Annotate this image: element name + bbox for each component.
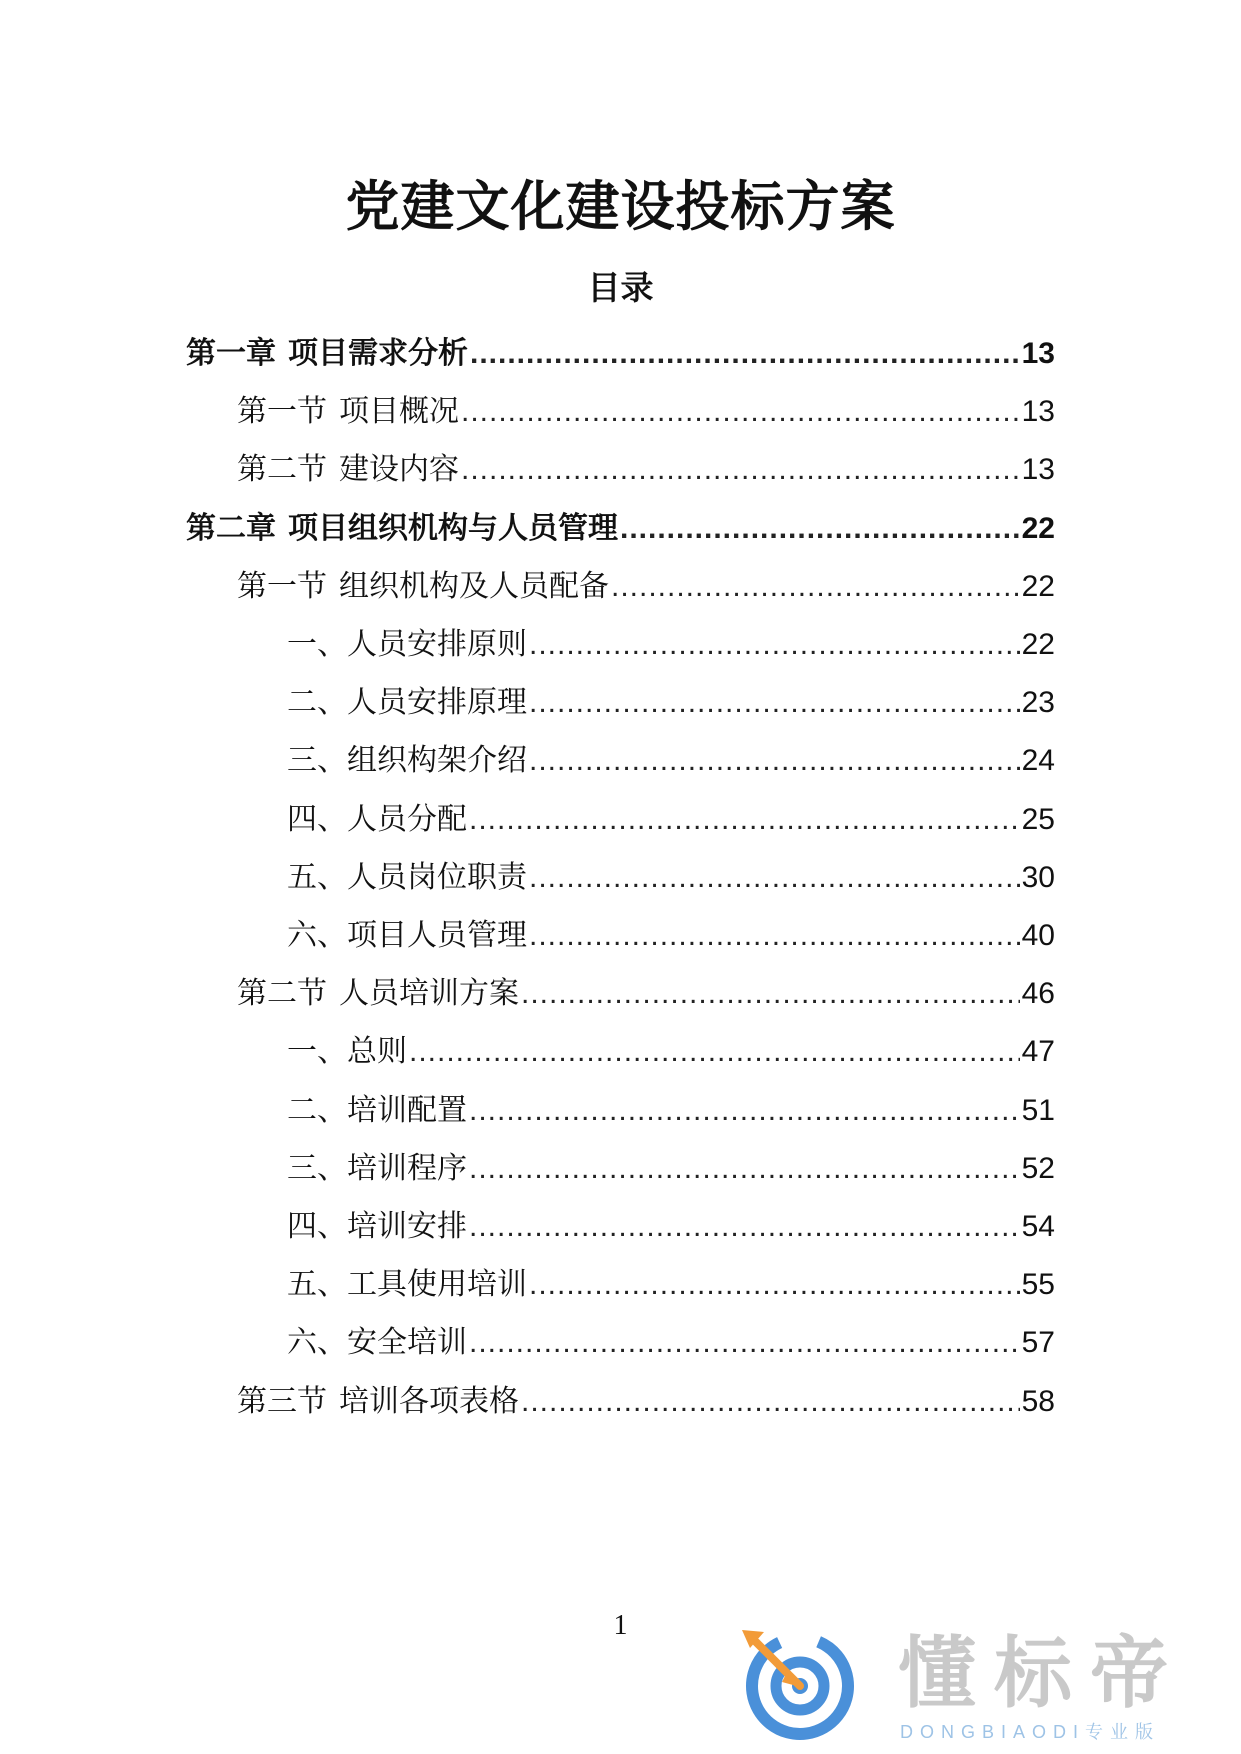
toc-entry-number: 一、 [287, 627, 347, 662]
toc-entry[interactable] [186, 509, 1055, 549]
toc-entry-label [287, 916, 527, 956]
toc-leader-dots [620, 509, 1020, 549]
toc-entry[interactable] [287, 1149, 1055, 1189]
toc-entry-text: 培训各项表格 [339, 1384, 519, 1419]
toc-leader-dots [469, 1091, 1020, 1131]
toc-entry-label [287, 625, 527, 665]
toc-page-number: 23 [1021, 686, 1055, 719]
toc-page-number: 58 [1021, 1385, 1055, 1418]
toc-entry-text: 人员安排原则 [347, 627, 527, 662]
toc-page-number: 51 [1021, 1094, 1055, 1127]
toc-leader-dots [529, 916, 1020, 956]
toc-entry-number: 二、 [287, 685, 347, 720]
toc-entry[interactable] [287, 683, 1055, 723]
toc-entry-number: 第二节 [237, 452, 327, 487]
toc-page-number: 22 [1021, 512, 1055, 545]
toc-entry-number: 五、 [287, 1267, 347, 1302]
toc-entry[interactable] [237, 450, 1055, 490]
toc-leader-dots [529, 625, 1020, 665]
toc-page-number: 13 [1021, 337, 1055, 370]
toc-entry-text: 项目需求分析 [288, 336, 468, 371]
document-title: 党建文化建设投标方案 [345, 175, 896, 238]
toc-entry-number: 三、 [287, 743, 347, 778]
toc-entry[interactable] [287, 1207, 1055, 1247]
toc-entry[interactable] [287, 1032, 1055, 1072]
page-number: 1 [613, 1610, 628, 1641]
toc-entry-label [237, 974, 519, 1014]
toc-page-number: 40 [1021, 919, 1055, 952]
toc-entry-text: 人员培训方案 [339, 976, 519, 1011]
toc-entry-number: 六、 [287, 1325, 347, 1360]
toc-entry-label [287, 741, 527, 781]
toc-page-number: 13 [1021, 395, 1055, 428]
toc-entry-label [237, 567, 609, 607]
toc-entry-label [237, 1382, 519, 1422]
toc-page-number: 46 [1021, 977, 1055, 1010]
toc-entry-text: 项目组织机构与人员管理 [288, 511, 618, 546]
toc-leader-dots [409, 1032, 1020, 1072]
target-arrow-icon [738, 1622, 868, 1742]
toc-entry-label [287, 858, 527, 898]
toc-entry-number: 三、 [287, 1151, 347, 1186]
toc-entry[interactable] [287, 625, 1055, 665]
toc-entry-text: 组织机构及人员配备 [339, 569, 609, 604]
toc-page-number: 24 [1021, 744, 1055, 777]
toc-entry-text: 项目人员管理 [347, 918, 527, 953]
toc-entry-text: 组织构架介绍 [347, 743, 527, 778]
toc-entry-text: 培训程序 [347, 1151, 467, 1186]
toc-entry-label [287, 1207, 467, 1247]
toc-entry-label [287, 1032, 407, 1072]
toc-entry-number: 第二章 [186, 511, 276, 546]
toc-entry[interactable] [287, 858, 1055, 898]
toc-entry-number: 四、 [287, 802, 347, 837]
toc-entry-label [237, 392, 459, 432]
toc-entry-label [186, 509, 618, 549]
toc-entry[interactable] [237, 567, 1055, 607]
toc-leader-dots [461, 450, 1020, 490]
toc-entry-text: 项目概况 [339, 394, 459, 429]
toc-entry-number: 一、 [287, 1034, 347, 1069]
toc-leader-dots [469, 800, 1020, 840]
toc-entry-label [237, 450, 459, 490]
toc-entry-number: 五、 [287, 860, 347, 895]
toc-leader-dots [521, 1382, 1020, 1422]
toc-leader-dots [529, 1265, 1020, 1305]
toc-entry-text: 安全培训 [347, 1325, 467, 1360]
toc-leader-dots [469, 1149, 1020, 1189]
toc-entry-number: 二、 [287, 1093, 347, 1128]
toc-leader-dots [470, 334, 1020, 374]
toc-entry-number: 六、 [287, 918, 347, 953]
toc-entry-number: 第一章 [186, 336, 276, 371]
toc-entry-text: 工具使用培训 [347, 1267, 527, 1302]
toc-leader-dots [469, 1207, 1020, 1247]
toc-entry-text: 总则 [347, 1034, 407, 1069]
watermark [738, 1622, 1218, 1742]
toc-entry-number: 第一节 [237, 569, 327, 604]
toc-entry-number: 第二节 [237, 976, 327, 1011]
toc-entry-number: 第一节 [237, 394, 327, 429]
toc-entry-text: 人员分配 [347, 802, 467, 837]
toc-entry[interactable] [287, 1265, 1055, 1305]
toc-entry-label [287, 1149, 467, 1189]
watermark-subtitle: DONGBIAODI专业版 [900, 1722, 1161, 1742]
toc-entry-text: 人员安排原理 [347, 685, 527, 720]
toc-page-number: 25 [1021, 803, 1055, 836]
toc-entry-text: 培训配置 [347, 1093, 467, 1128]
toc-entry[interactable] [287, 916, 1055, 956]
toc-entry-text: 培训安排 [347, 1209, 467, 1244]
toc-page-number: 22 [1021, 628, 1055, 661]
toc-entry[interactable] [237, 392, 1055, 432]
toc-entry[interactable] [237, 974, 1055, 1014]
toc-entry[interactable] [287, 741, 1055, 781]
toc-entry[interactable] [287, 1323, 1055, 1363]
toc-entry-text: 人员岗位职责 [347, 860, 527, 895]
toc-leader-dots [529, 741, 1020, 781]
toc-page-number: 57 [1021, 1326, 1055, 1359]
toc-page-number: 30 [1021, 861, 1055, 894]
toc-leader-dots [529, 683, 1020, 723]
toc-entry[interactable] [287, 800, 1055, 840]
toc-entry-number: 四、 [287, 1209, 347, 1244]
toc-page-number: 52 [1021, 1152, 1055, 1185]
toc-entry-label [287, 800, 467, 840]
watermark-name: 懂标帝 [898, 1629, 1187, 1719]
toc-leader-dots [611, 567, 1020, 607]
toc-page-number: 54 [1021, 1210, 1055, 1243]
toc-page-number: 22 [1021, 570, 1055, 603]
toc-entry-text: 建设内容 [339, 452, 459, 487]
toc-entry-label [186, 334, 468, 374]
toc-entry-label [287, 683, 527, 723]
toc-heading: 目录 [587, 268, 654, 307]
toc-leader-dots [461, 392, 1020, 432]
toc-leader-dots [529, 858, 1020, 898]
toc-entry[interactable] [237, 1382, 1055, 1422]
toc-page-number: 47 [1021, 1035, 1055, 1068]
toc-entry-label [287, 1091, 467, 1131]
toc-entry-label [287, 1265, 527, 1305]
toc-entry-label [287, 1323, 467, 1363]
toc-entry[interactable] [287, 1091, 1055, 1131]
toc-page-number: 13 [1021, 453, 1055, 486]
toc-entry-number: 第三节 [237, 1384, 327, 1419]
toc-leader-dots [521, 974, 1020, 1014]
toc-entry[interactable] [186, 334, 1055, 374]
toc-page-number: 55 [1021, 1268, 1055, 1301]
toc-leader-dots [469, 1323, 1020, 1363]
